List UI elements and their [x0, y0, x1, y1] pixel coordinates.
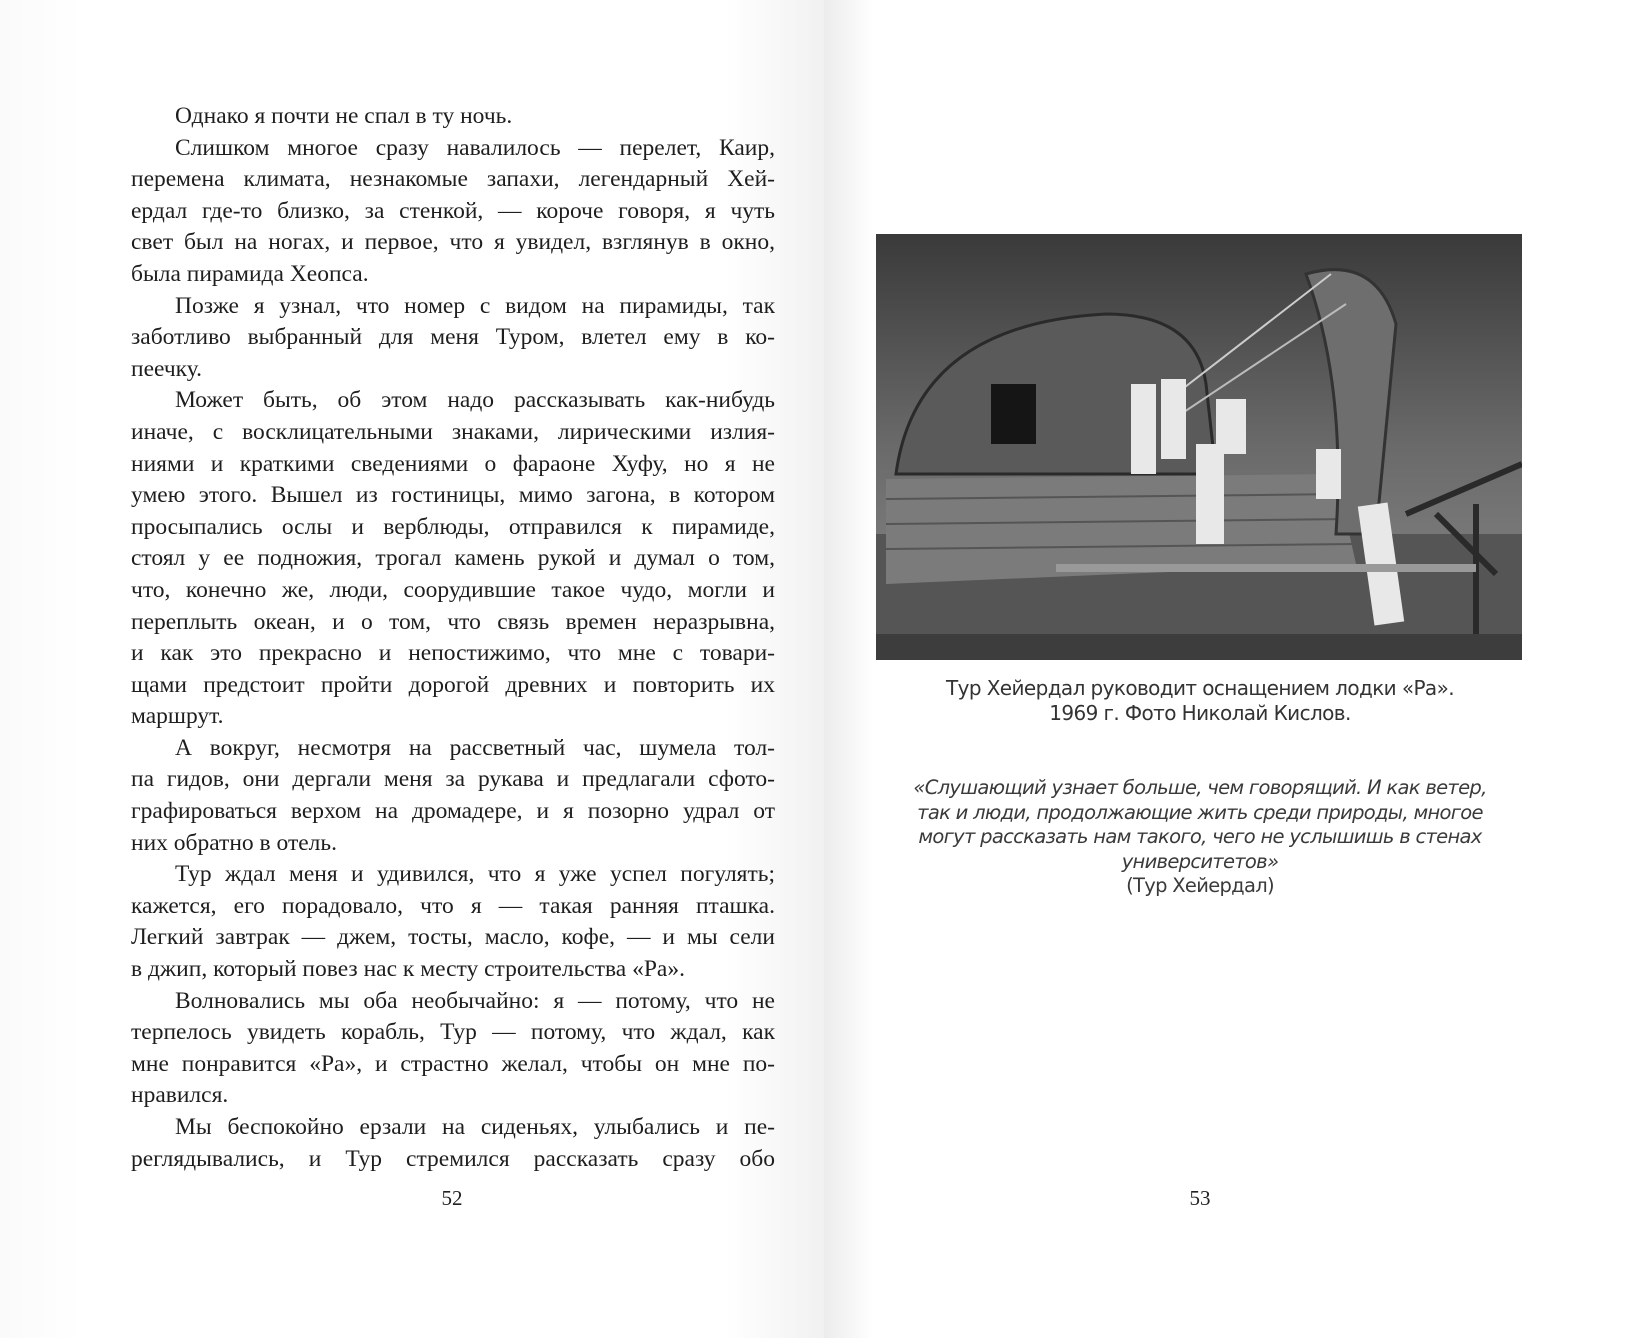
quote-line: университетов»	[1121, 849, 1279, 873]
quote-line: так и люди, продолжающие жить среди природы, многое	[917, 800, 1483, 824]
text-line: щами предстоит пройти дорогой древних и повторить их	[131, 671, 775, 698]
text-line: ердал где-то близко, за стенкой, — короче говоря, я чуть	[131, 197, 775, 224]
text-line: умею этого. Вышел из гостиницы, мимо загона, в котором	[131, 482, 775, 509]
text-line: маршрут.	[131, 703, 224, 730]
text-line: графироваться верхом на дромадере, и я позорно удрал от	[131, 798, 775, 825]
text-line: Мы беспокойно ерзали на сиденьях, улыбались и пе-	[175, 1114, 775, 1140]
right-page	[824, 0, 1649, 1338]
text-line: нравился.	[131, 1082, 229, 1109]
quote-author: (Тур Хейердал)	[1126, 874, 1274, 897]
page-number: 53	[1189, 1186, 1211, 1210]
text-line: них обратно в отель.	[131, 829, 337, 856]
text-line: заботливо выбранный для меня Туром, влетел ему в ко-	[131, 324, 775, 351]
text-line: терпелось увидеть корабль, Тур — потому, что ждал, как	[131, 1019, 775, 1046]
text-line: иначе, с восклицательными знаками, лирическими излия-	[131, 418, 775, 445]
page-number: 52	[441, 1186, 463, 1210]
text-line: ниями и краткими сведениями о фараоне Хуфу, но я не	[131, 450, 775, 477]
text-line: и как это прекрасно и непостижимо, что мне с товари-	[131, 640, 775, 667]
text-line: Легкий завтрак — джем, тосты, масло, кофе, — и мы сели	[131, 924, 775, 951]
quote-line: могут рассказать нам такого, чего не услышишь в стенах	[918, 825, 1482, 848]
text-line: Слишком многое сразу навалилось — перелет, Каир,	[175, 134, 775, 161]
body-text	[131, 101, 775, 1175]
epigraph-quote	[880, 776, 1520, 899]
text-line: А вокруг, несмотря на рассветный час, шумела тол-	[175, 734, 775, 761]
text-line: стоял у ее подножия, трогал камень рукой и думал о том,	[131, 545, 775, 572]
caption-line: Тур Хейердал руководит оснащением лодки «Ра».	[945, 676, 1454, 700]
text-line: пеечку.	[131, 355, 203, 382]
text-line: Однако я почти не спал в ту ночь.	[175, 103, 513, 129]
text-line: па гидов, они дергали меня за рукава и предлагали сфото-	[131, 766, 775, 793]
text-line: свет был на ногах, и первое, что я увидел, взглянув в окно,	[131, 229, 775, 256]
text-line: Может быть, об этом надо рассказывать как-нибудь	[175, 387, 775, 414]
text-line: Тур ждал меня и удивился, что я уже успел погулять;	[175, 861, 775, 888]
text-line: просыпались ослы и верблюды, отправился к пирамиде,	[131, 513, 775, 540]
text-line: Позже я узнал, что номер с видом на пирамиды, так	[175, 292, 775, 319]
ra-boat-photo	[876, 234, 1522, 660]
quote-line: «Слушающий узнает больше, чем говорящий. И как ветер,	[913, 776, 1487, 799]
text-line: что, конечно же, люди, соорудившие такое чудо, могли и	[131, 576, 775, 603]
text-line: была пирамида Хеопса.	[131, 260, 369, 287]
left-page	[0, 0, 824, 1338]
text-line: перемена климата, незнакомые запахи, легендарный Хей-	[131, 166, 775, 193]
caption-line: 1969 г. Фото Николай Кислов.	[1049, 701, 1351, 725]
text-line: мне понравится «Ра», и страстно желал, чтобы он мне по-	[131, 1050, 775, 1077]
text-line: переплыть океан, и о том, что связь времен неразрывна,	[131, 608, 775, 635]
text-line: реглядывались, и Тур стремился рассказать сразу обо	[131, 1145, 775, 1172]
text-line: Волновались мы оба необычайно: я — потому, что не	[175, 987, 775, 1014]
photo-caption	[880, 676, 1520, 726]
text-line: кажется, его порадовало, что я — такая ранняя пташка.	[131, 892, 775, 919]
text-line: в джип, который повез нас к месту строительства «Ра».	[131, 956, 685, 983]
